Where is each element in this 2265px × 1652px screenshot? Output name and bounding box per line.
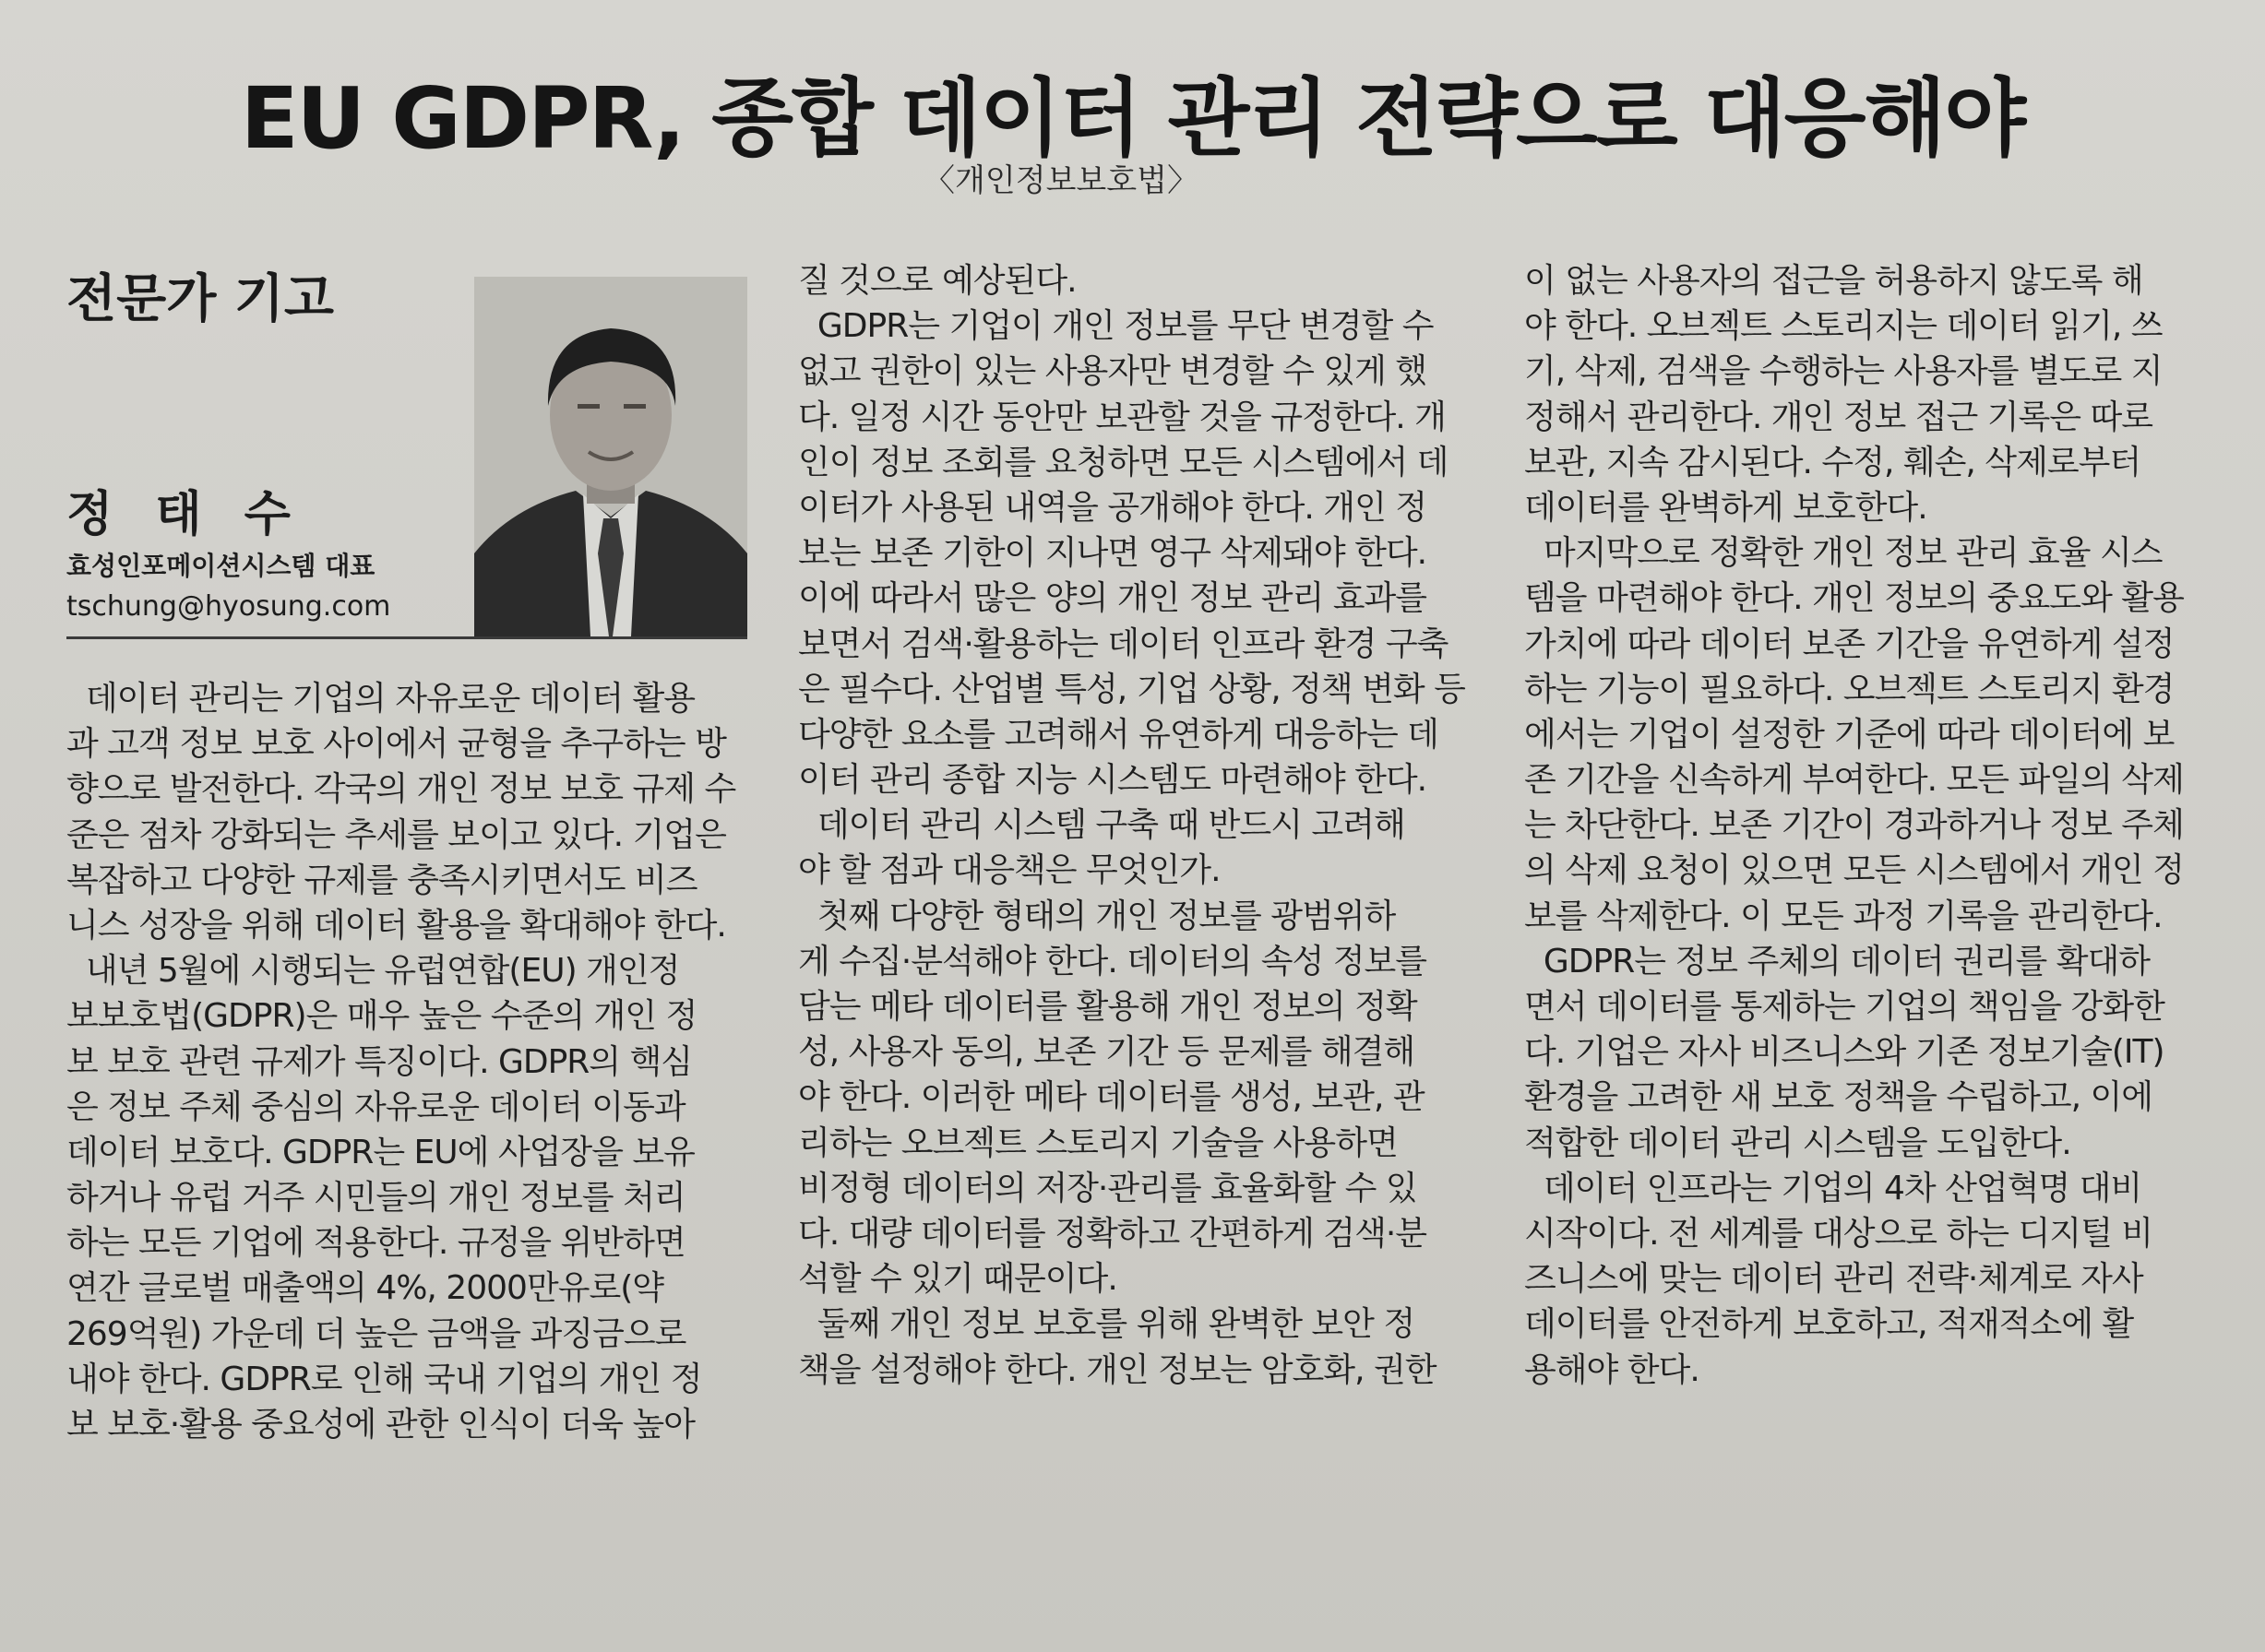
column-line: 비정형 데이터의 저장·관리를 효율화할 수 있 [798, 1169, 1417, 1207]
column-line: 야 한다. 이러한 메타 데이터를 생성, 보관, 관 [798, 1078, 1425, 1117]
column-line: 이에 따라서 많은 양의 개인 정보 관리 효과를 [798, 579, 1427, 618]
author-photo [474, 277, 747, 636]
column-line: 다. 기업은 자사 비즈니스와 기존 정보기술(IT) [1524, 1033, 2164, 1072]
column-line: 환경을 고려한 새 보호 정책을 수립하고, 이에 [1524, 1078, 2153, 1117]
column-line: 에서는 기업이 설정한 기준에 따라 데이터에 보 [1524, 715, 2175, 754]
column-line: 데이터를 안전하게 보호하고, 적재적소에 활 [1524, 1305, 2134, 1344]
column-line: 보면서 검색·활용하는 데이터 인프라 환경 구축 [798, 624, 1448, 663]
column-line: GDPR는 정보 주체의 데이터 권리를 확대하 [1524, 942, 2151, 981]
column-line: GDPR는 기업이 개인 정보를 무단 변경할 수 [798, 307, 1434, 346]
column-line: 게 수집·분석해야 한다. 데이터의 속성 정보를 [798, 942, 1427, 981]
column-line: 용해야 한다. [1524, 1350, 1699, 1389]
author-email: tschung@hyosung.com [66, 590, 391, 623]
column-line: 은 정보 주체 중심의 자유로운 데이터 이동과 [66, 1087, 685, 1126]
article-column-3 [1524, 258, 2216, 1393]
column-line: 성, 사용자 동의, 보존 기간 등 문제를 해결해 [798, 1033, 1415, 1072]
column-line: 데이터 인프라는 기업의 4차 산업혁명 대비 [1524, 1169, 2142, 1207]
column-line: 하는 기능이 필요하다. 오브젝트 스토리지 환경 [1524, 670, 2175, 708]
column-line: 데이터 관리 시스템 구축 때 반드시 고려해 [798, 806, 1405, 845]
byline-divider [66, 636, 747, 639]
column-line: 인이 정보 조회를 요청하면 모든 시스템에서 데 [798, 443, 1448, 481]
column-line: 기, 삭제, 검색을 수행하는 사용자를 별도로 지 [1524, 352, 2163, 391]
column-line: 이터가 사용된 내역을 공개해야 한다. 개인 정 [798, 488, 1427, 527]
column-line: 내년 5월에 시행되는 유럽연합(EU) 개인정 [66, 952, 680, 991]
column-line: 복잡하고 다양한 규제를 충족시키면서도 비즈 [66, 861, 697, 899]
column-line: 야 한다. 오브젝트 스토리지는 데이터 읽기, 쓰 [1524, 307, 2163, 346]
column-line: 과 고객 정보 보호 사이에서 균형을 추구하는 방 [66, 725, 726, 764]
column-line: 데이터 관리는 기업의 자유로운 데이터 활용 [66, 680, 696, 718]
column-line: 내야 한다. GDPR로 인해 국내 기업의 개인 정 [66, 1360, 702, 1398]
column-line: 첫째 다양한 형태의 개인 정보를 광범위하 [798, 897, 1396, 935]
headline: EU GDPR, 종합 데이터 관리 전략으로 대응해야 [240, 69, 2025, 168]
article-column-1 [66, 676, 758, 1447]
column-line: 향으로 발전한다. 각국의 개인 정보 보호 규제 수 [66, 770, 736, 809]
column-line: 의 삭제 요청이 있으면 모든 시스템에서 개인 정 [1524, 851, 2184, 890]
column-line: 데이터 보호다. GDPR는 EU에 사업장을 보유 [66, 1133, 695, 1171]
column-line: 데이터를 완벽하게 보호한다. [1524, 488, 1927, 527]
column-line: 보를 삭제한다. 이 모든 과정 기록을 관리한다. [1524, 897, 2163, 935]
column-line: 269억원) 가운데 더 높은 금액을 과징금으로 [66, 1314, 686, 1353]
section-label: 전문가 기고 [66, 269, 334, 329]
column-line: 이 없는 사용자의 접근을 허용하지 않도록 해 [1524, 262, 2143, 300]
column-line: 보보호법(GDPR)은 매우 높은 수준의 개인 정 [66, 997, 697, 1036]
column-line: 없고 권한이 있는 사용자만 변경할 수 있게 했 [798, 352, 1427, 391]
column-line: 하거나 유럽 거주 시민들의 개인 정보를 처리 [66, 1179, 685, 1218]
column-line: 보 보호 관련 규제가 특징이다. GDPR의 핵심 [66, 1042, 693, 1081]
column-line: 다. 일정 시간 동안만 보관할 것을 규정한다. 개 [798, 398, 1446, 436]
column-line: 책을 설정해야 한다. 개인 정보는 암호화, 권한 [798, 1350, 1436, 1389]
column-line: 하는 모든 기업에 적용한다. 규정을 위반하면 [66, 1224, 685, 1263]
column-line: 다. 대량 데이터를 정확하고 간편하게 검색·분 [798, 1214, 1427, 1253]
column-line: 는 차단한다. 보존 기간이 경과하거나 정보 주체 [1524, 806, 2184, 845]
column-line: 다양한 요소를 고려해서 유연하게 대응하는 데 [798, 715, 1438, 754]
column-line: 석할 수 있기 때문이다. [798, 1260, 1117, 1299]
column-line: 리하는 오브젝트 스토리지 기술을 사용하면 [798, 1123, 1398, 1162]
column-line: 마지막으로 정확한 개인 정보 관리 효율 시스 [1524, 534, 2163, 573]
column-line: 둘째 개인 정보 보호를 위해 완벽한 보안 정 [798, 1305, 1415, 1344]
column-line: 면서 데이터를 통제하는 기업의 책임을 강화한 [1524, 988, 2164, 1026]
column-line: 즈니스에 맞는 데이터 관리 전략·체계로 자사 [1524, 1260, 2143, 1299]
column-line: 은 필수다. 산업별 특성, 기업 상황, 정책 변화 등 [798, 670, 1465, 708]
subhead: 〈개인정보보호법〉 [924, 162, 1198, 199]
author-title: 효성인포메이션시스템 대표 [66, 551, 376, 581]
column-line: 담는 메타 데이터를 활용해 개인 정보의 정확 [798, 988, 1417, 1026]
column-line: 시작이다. 전 세계를 대상으로 하는 디지털 비 [1524, 1214, 2153, 1253]
column-line: 준은 점차 강화되는 추세를 보이고 있다. 기업은 [66, 815, 726, 854]
author-name: 정 태 수 [66, 487, 304, 542]
column-line: 가치에 따라 데이터 보존 기간을 유연하게 설정 [1524, 624, 2175, 663]
column-line: 적합한 데이터 관리 시스템을 도입한다. [1524, 1123, 2071, 1162]
portrait-image [474, 277, 747, 636]
article-column-2 [798, 258, 1490, 1393]
column-line: 보는 보존 기한이 지나면 영구 삭제돼야 한다. [798, 534, 1427, 573]
column-line: 니스 성장을 위해 데이터 활용을 확대해야 한다. [66, 906, 726, 945]
column-line: 보 보호·활용 중요성에 관한 인식이 더욱 높아 [66, 1406, 696, 1444]
column-line: 야 할 점과 대응책은 무엇인가. [798, 851, 1221, 890]
column-line: 정해서 관리한다. 개인 정보 접근 기록은 따로 [1524, 398, 2153, 436]
column-line: 질 것으로 예상된다. [798, 262, 1077, 300]
column-line: 이터 관리 종합 지능 시스템도 마련해야 한다. [798, 761, 1427, 800]
column-line: 존 기간을 신속하게 부여한다. 모든 파일의 삭제 [1524, 761, 2184, 800]
column-line: 템을 마련해야 한다. 개인 정보의 중요도와 활용 [1524, 579, 2184, 618]
column-line: 보관, 지속 감시된다. 수정, 훼손, 삭제로부터 [1524, 443, 2141, 481]
column-line: 연간 글로벌 매출액의 4%, 2000만유로(약 [66, 1269, 664, 1308]
